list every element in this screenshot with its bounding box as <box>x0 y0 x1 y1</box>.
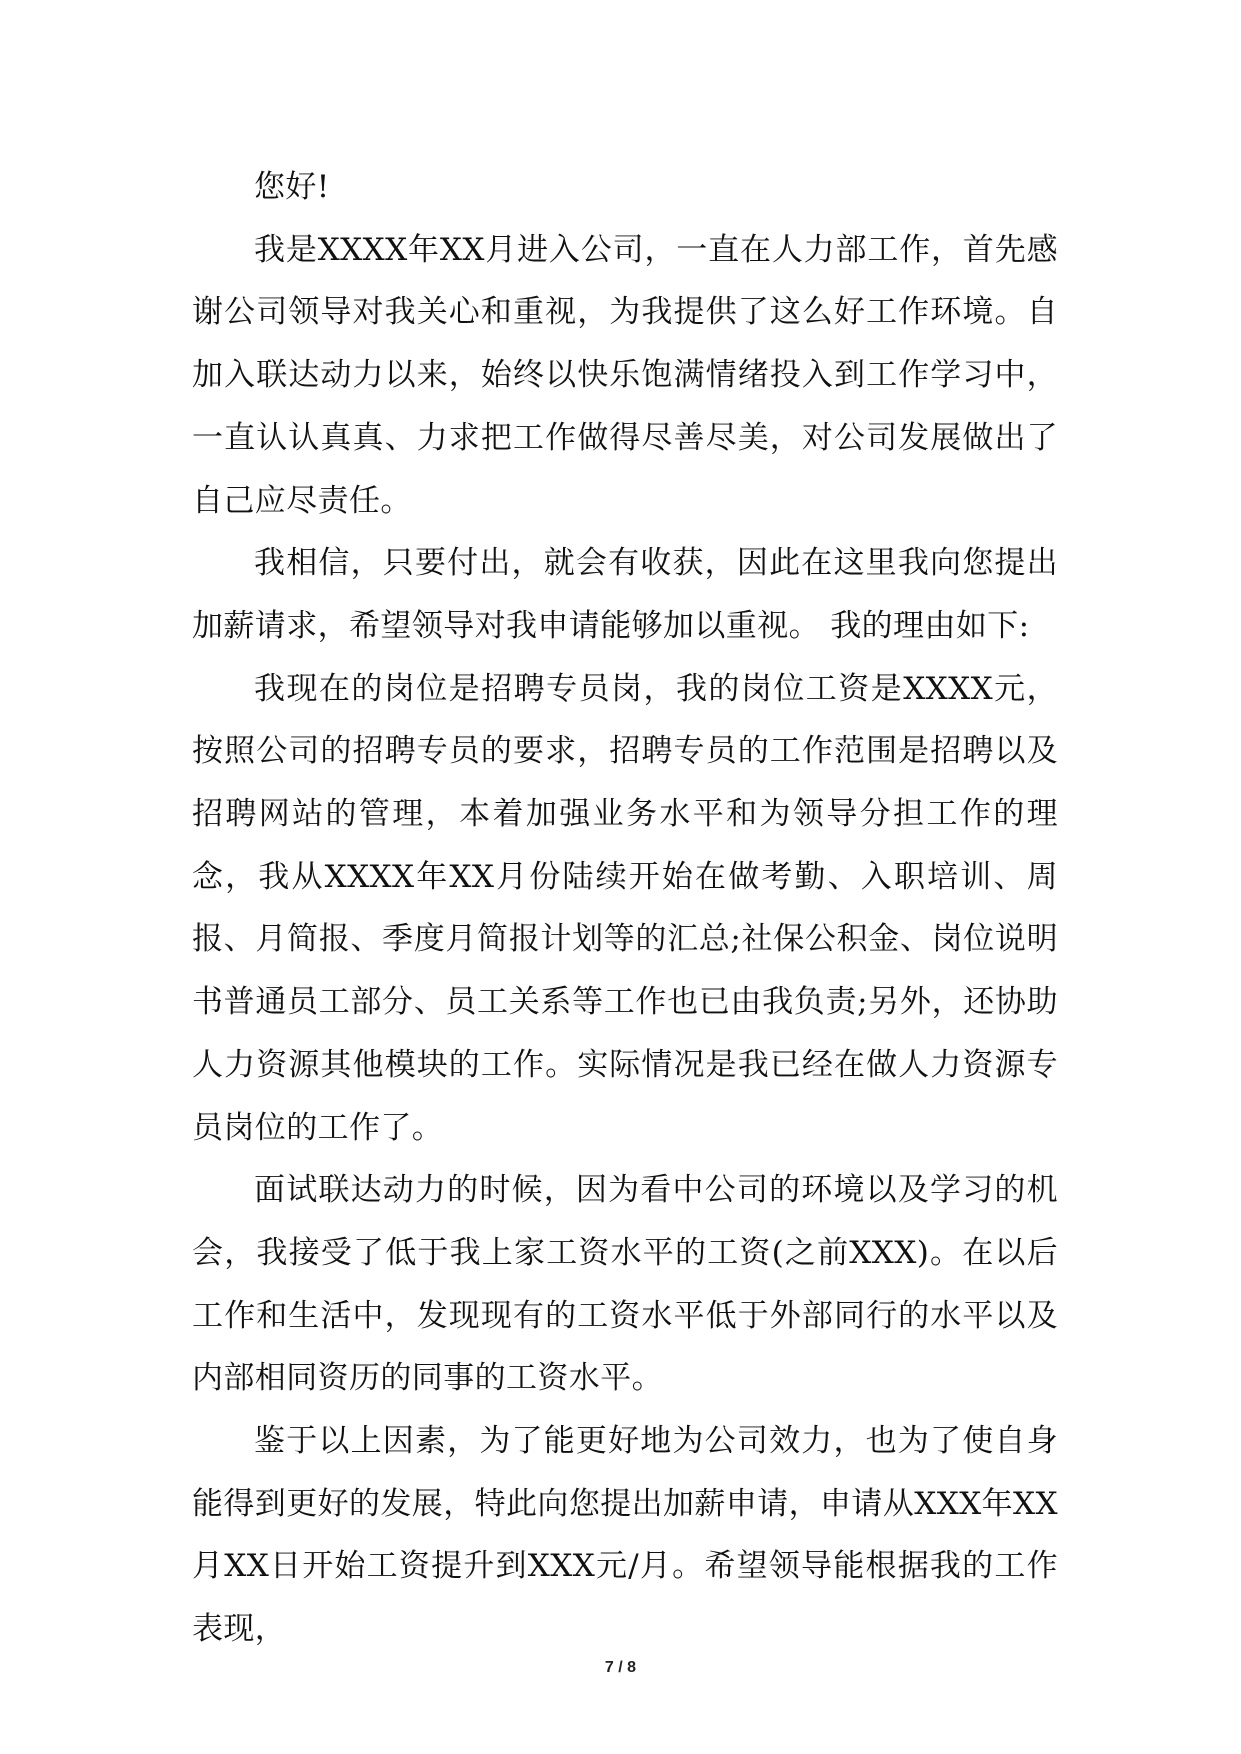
greeting-paragraph: 您好! <box>254 169 330 205</box>
request-paragraph: 我相信，只要付出，就会有收获，因此在这里我向您提出加薪请求，希望领导对我申请能够加以重视。 我的理由如下: <box>192 545 1058 644</box>
document-body <box>192 156 1058 1661</box>
reason-position-paragraph: 我现在的岗位是招聘专员岗，我的岗位工资是XXXX元，按照公司的招聘专员的要求，招聘专员的工作范围是招聘以及招聘网站的管理，本着加强业务水平和为领导分担工作的理念，我从XXXX年XX月份陆续开始在做考勤、入职培训、周报、月简报、季度月简报计划等的汇总;社保公积金、岗位说明书普通员工部分、员工关系等工作也已由我负责;另外，还协助人力资源其他模块的工作。实际情况是我已经在做人力资源专员岗位的工作了。 <box>192 670 1058 1146</box>
intro-paragraph: 我是XXXX年XX月进入公司，一直在人力部工作，首先感谢公司领导对我关心和重视，为我提供了这么好工作环境。自加入联达动力以来，始终以快乐饱满情绪投入到工作学习中，一直认认真真、力求把工作做得尽善尽美，对公司发展做出了自己应尽责任。 <box>192 231 1058 519</box>
page-number: 7 / 8 <box>604 1659 637 1676</box>
reason-salary-paragraph: 面试联达动力的时候，因为看中公司的环境以及学习的机会，我接受了低于我上家工资水平的工资(之前XXX)。在以后工作和生活中，发现现有的工资水平低于外部同行的水平以及内部相同资历的同事的工资水平。 <box>192 1172 1058 1397</box>
conclusion-paragraph: 鉴于以上因素，为了能更好地为公司效力，也为了使自身能得到更好的发展，特此向您提出加薪申请，申请从XXX年XX月XX日开始工资提升到XXX元/月。希望领导能根据我的工作表现， <box>192 1423 1058 1648</box>
